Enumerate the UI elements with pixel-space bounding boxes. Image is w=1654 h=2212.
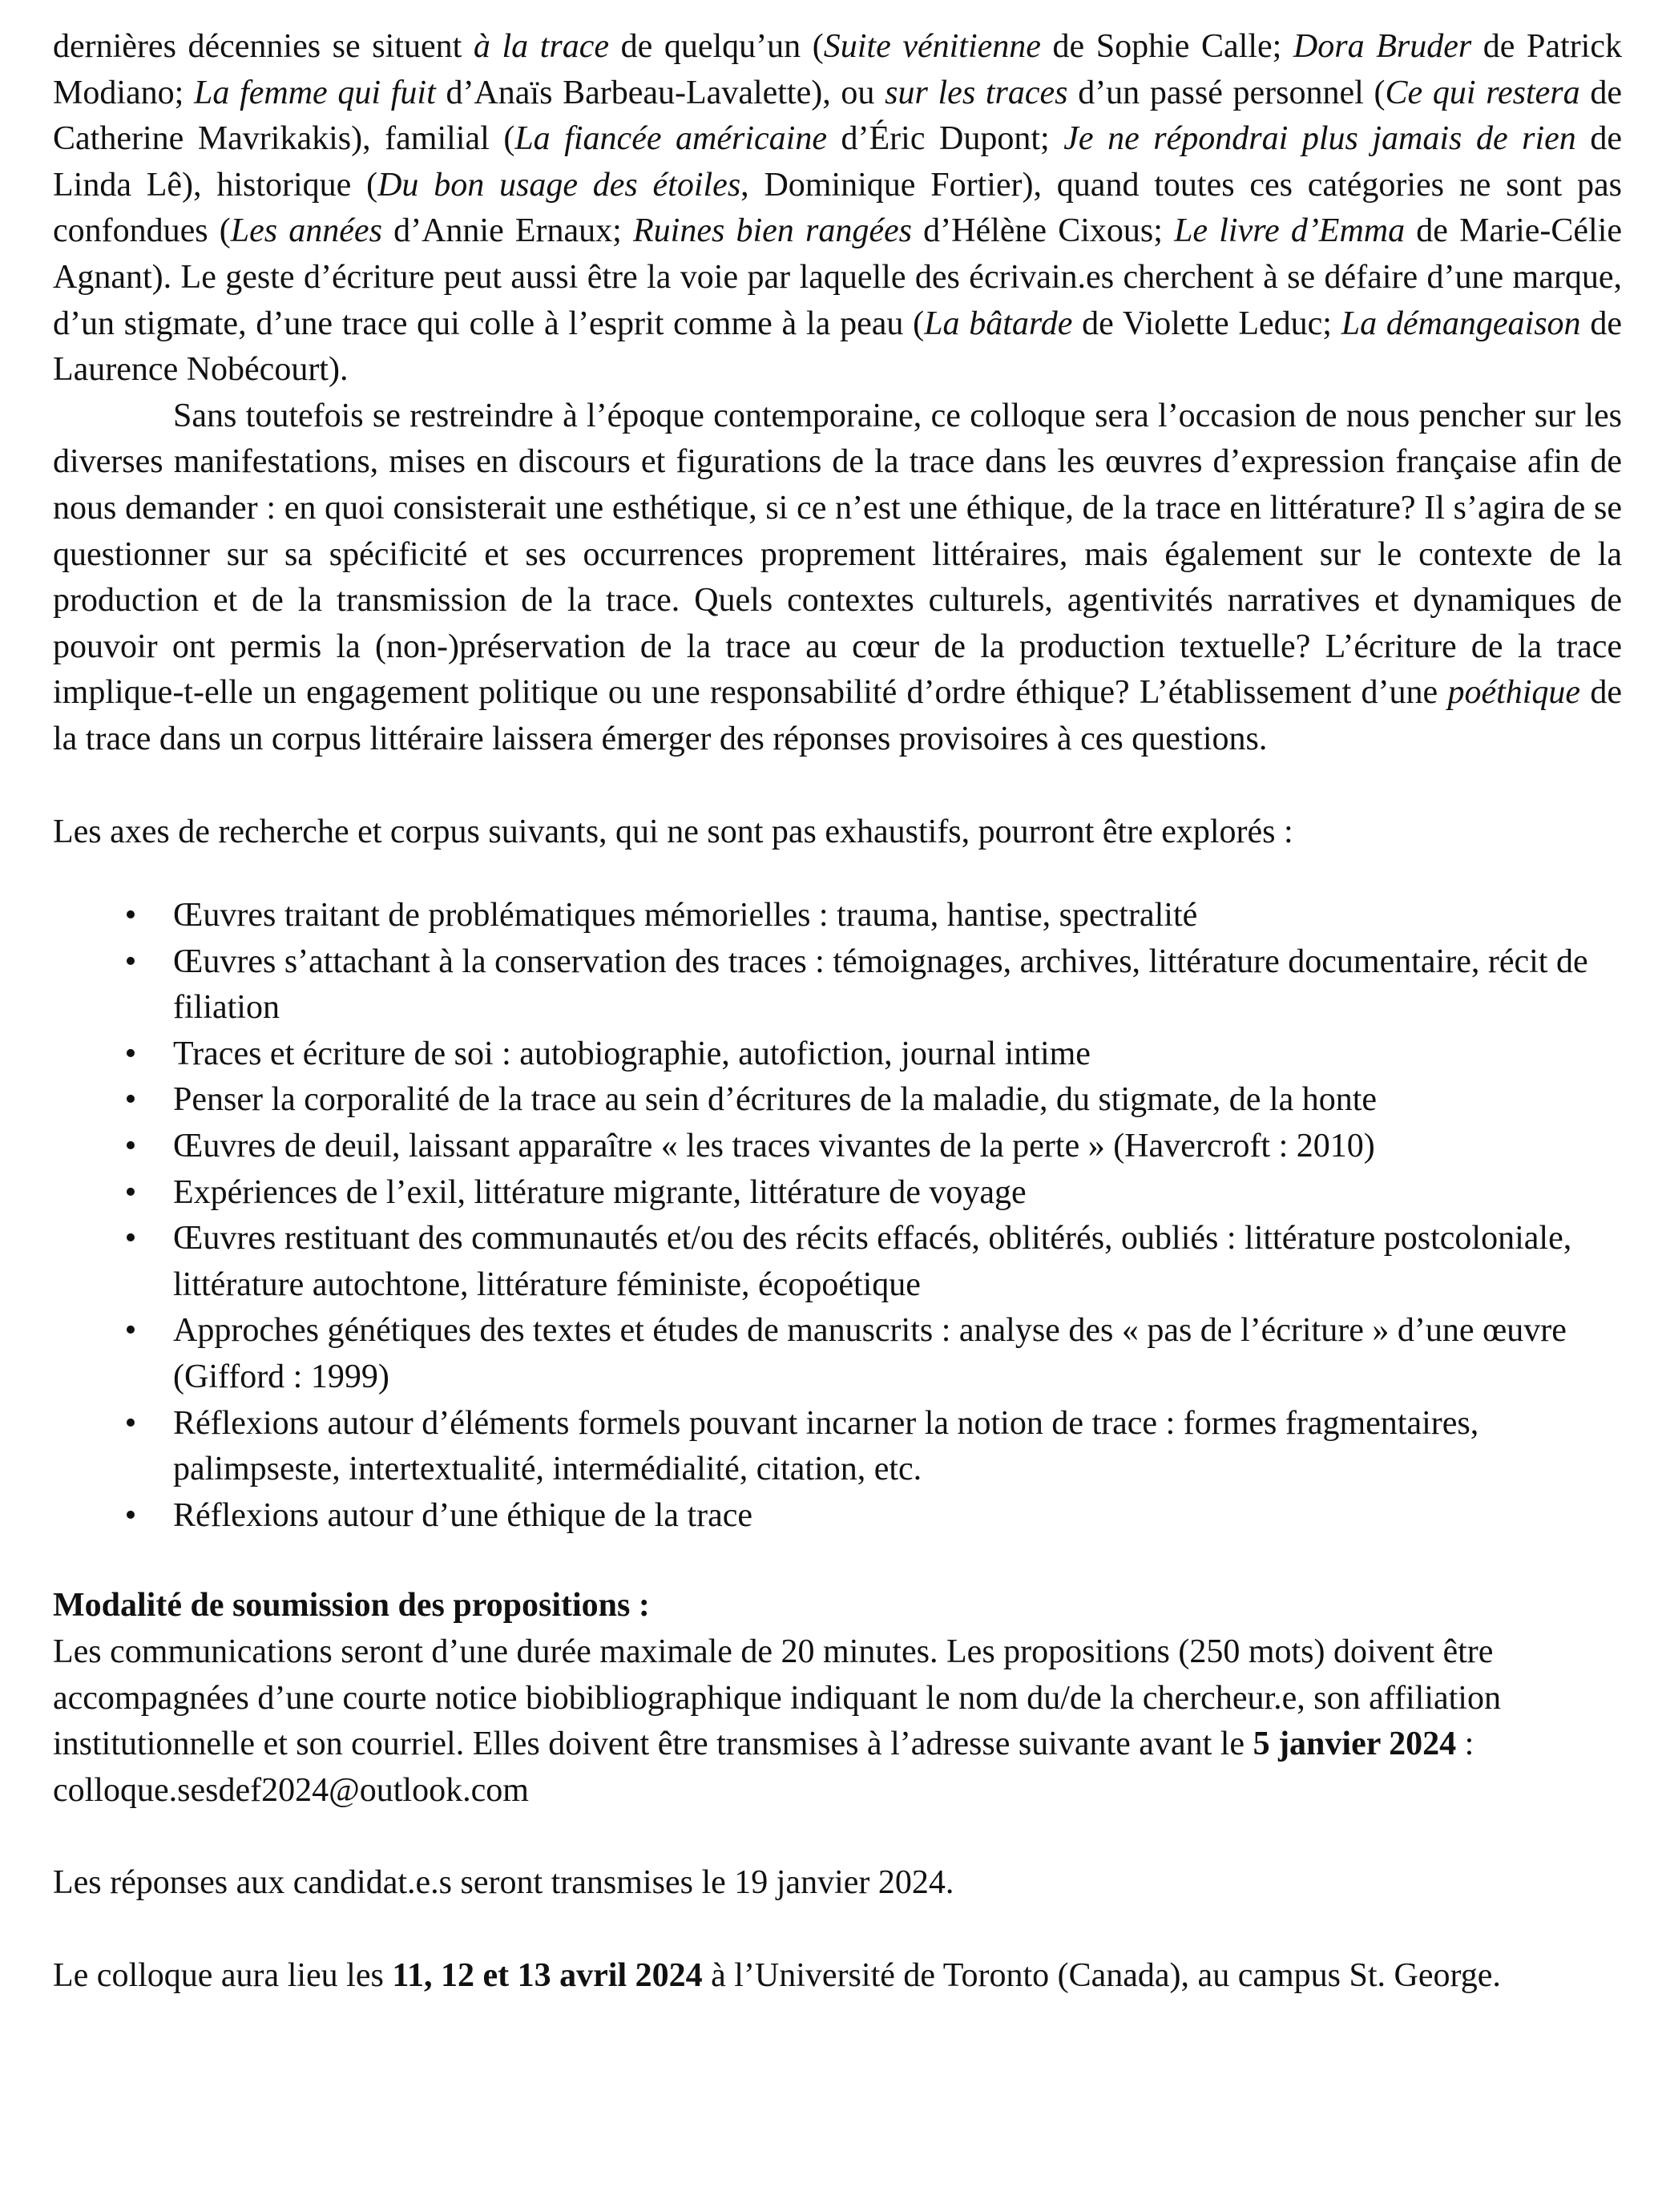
list-item bbox=[53, 1170, 1622, 1217]
text-run: à l’Université de Toronto (Canada), au campus St. George. bbox=[702, 1956, 1501, 1994]
bullet-icon: • bbox=[124, 1404, 137, 1442]
bullet-icon: • bbox=[124, 897, 137, 934]
research-axes-list bbox=[53, 893, 1622, 1539]
text-run: de Sophie Calle; bbox=[1040, 28, 1293, 65]
text-run: Sans toutefois se restreindre à l’époque contemporaine, ce colloque sera l’occasion de nous pencher sur les diverses manifestations, mises en discours et figurations de la trace dans les œuvres d’expression française afin de nous demander : en quoi consisterait une esthétique, si ce n’est une éthique, de la trace en littérature? Il s’agira de se questionner sur sa spécificité et ses occurrences proprement littéraires, mais également sur le contexte de la production et de la transmission de la trace. Quels contextes culturels, agentivités narratives et dynamiques de pouvoir ont permis la (non-)préservation de la trace au cœur de la production textuelle? L’écriture de la trace implique-t-elle un engagement politique ou une responsabilité d’ordre éthique? L’établissement d’une bbox=[53, 397, 1622, 712]
paragraph-corpus bbox=[53, 24, 1622, 394]
italic-title: Dora Bruder bbox=[1293, 28, 1472, 65]
text-run: d’Hélène Cixous; bbox=[911, 212, 1175, 250]
text-run: d’Annie Ernaux; bbox=[381, 212, 634, 250]
bullet-icon: • bbox=[124, 1496, 137, 1534]
submission-text bbox=[53, 1629, 1622, 1814]
italic-title: Je ne répondrai plus jamais de rien bbox=[1063, 120, 1576, 158]
text-run: d’Anaïs Barbeau-Lavalette), ou bbox=[435, 74, 885, 111]
text-run: d’un passé personnel ( bbox=[1067, 74, 1386, 111]
text-run: de Laurence Nobécourt). bbox=[53, 305, 1622, 389]
bullet-icon: • bbox=[124, 1173, 137, 1211]
bullet-icon: • bbox=[124, 943, 137, 980]
list-item bbox=[53, 939, 1622, 1031]
list-item bbox=[53, 1216, 1622, 1308]
text-run: de Linda Lê), historique ( bbox=[53, 120, 1623, 204]
italic-title: Du bon usage des étoiles bbox=[377, 166, 741, 204]
italic-title: La fiancée américaine bbox=[514, 120, 827, 158]
list-item bbox=[53, 1124, 1622, 1170]
text-run: dernières décennies se situent bbox=[53, 28, 474, 65]
text-run: , Dominique Fortier), quand toutes ces catégories ne sont pas confondues ( bbox=[53, 166, 1622, 250]
axes-intro: Les axes de recherche et corpus suivants, qui ne sont pas exhaustifs, pourront être explorés : bbox=[53, 813, 1293, 850]
italic-title: La bâtarde bbox=[924, 305, 1073, 342]
list-item bbox=[53, 893, 1622, 939]
axis-text: Expériences de l’exil, littérature migrante, littérature de voyage bbox=[173, 1173, 1027, 1211]
axis-text: Approches génétiques des textes et études de manuscrits : analyse des « pas de l’écriture » d’une œuvre (Gifford : 1999) bbox=[173, 1312, 1567, 1396]
submission-heading: Modalité de soumission des propositions : bbox=[53, 1587, 650, 1625]
text-run: de Catherine Mavrikakis), familial ( bbox=[53, 74, 1622, 158]
text-run: Les communications seront d’une durée maximale de 20 minutes. Les propositions (250 mots) doivent être accompagnées d’une courte notice biobibliographique indiquant le nom du/de la chercheur.e, son affiliation institutionnelle et son courriel. Elles doivent être transmises à l’adresse suivante avant le bbox=[53, 1633, 1501, 1763]
bullet-icon: • bbox=[124, 1220, 137, 1257]
axis-text: Œuvres restituant des communautés et/ou des récits effacés, oblitérés, oubliés : littérature postcoloniale, littérature autochtone, littérature féministe, écopoétique bbox=[173, 1220, 1572, 1303]
italic-title: sur les traces bbox=[885, 74, 1068, 111]
bullet-icon: • bbox=[124, 1128, 137, 1165]
italic-title: Le livre d’Emma bbox=[1174, 212, 1406, 250]
colloque-dates-text bbox=[53, 1953, 1622, 2000]
bullet-icon: • bbox=[124, 1081, 137, 1119]
axis-text: Œuvres traitant de problématiques mémorielles : trauma, hantise, spectralité bbox=[173, 897, 1198, 934]
italic-title: Les années bbox=[230, 212, 382, 250]
bold-text: 11, 12 et 13 avril 2024 bbox=[392, 1956, 703, 1994]
italic-title: poéthique bbox=[1447, 674, 1581, 712]
italic-title: La femme qui fuit bbox=[194, 74, 436, 111]
text-run: de quelqu’un ( bbox=[609, 28, 824, 65]
list-item bbox=[53, 1493, 1622, 1540]
bold-text: 5 janvier 2024 bbox=[1253, 1726, 1457, 1763]
italic-title: Suite vénitienne bbox=[823, 28, 1041, 65]
responses-text: Les réponses aux candidat.e.s seront transmises le 19 janvier 2024. bbox=[53, 1864, 954, 1902]
italic-title: La démangeaison bbox=[1341, 305, 1581, 342]
list-item bbox=[53, 1031, 1622, 1078]
list-item bbox=[53, 1401, 1622, 1493]
italic-title: Ce qui restera bbox=[1385, 74, 1580, 111]
text-run: d’Éric Dupont; bbox=[826, 120, 1064, 158]
bullet-icon: • bbox=[124, 1312, 137, 1350]
text-run: de Patrick Modiano; bbox=[53, 28, 1622, 111]
text-run: de Violette Leduc; bbox=[1072, 305, 1341, 342]
list-item bbox=[53, 1308, 1622, 1400]
italic-title: Ruines bien rangées bbox=[633, 212, 912, 250]
paragraph-colloque-objectives bbox=[53, 394, 1622, 763]
text-run: : colloque.sesdef2024@outlook.com bbox=[53, 1726, 1474, 1809]
list-item bbox=[53, 1077, 1622, 1124]
axis-text: Penser la corporalité de la trace au sein d’écritures de la maladie, du stigmate, de la honte bbox=[173, 1081, 1378, 1119]
bullet-icon: • bbox=[124, 1035, 137, 1072]
text-run: de Marie-Célie Agnant). Le geste d’écriture peut aussi être la voie par laquelle des écrivain.es cherchent à se défaire d’une marque, d’un stigmate, d’une trace qui colle à l’esprit comme à la peau ( bbox=[53, 212, 1623, 342]
text-run: Le colloque aura lieu les bbox=[53, 1956, 393, 1994]
axis-text: Œuvres s’attachant à la conservation des traces : témoignages, archives, littérature documentaire, récit de filiation bbox=[173, 943, 1588, 1027]
axis-text: Réflexions autour d’éléments formels pouvant incarner la notion de trace : formes fragmentaires, palimpseste, intertextualité, intermédialité, citation, etc. bbox=[173, 1404, 1479, 1488]
text-run: de la trace dans un corpus littéraire laissera émerger des réponses provisoires à ces questions. bbox=[53, 674, 1622, 757]
italic-title: à la trace bbox=[473, 28, 610, 65]
axis-text: Traces et écriture de soi : autobiographie, autofiction, journal intime bbox=[173, 1035, 1091, 1072]
axis-text: Réflexions autour d’une éthique de la trace bbox=[173, 1496, 753, 1534]
axis-text: Œuvres de deuil, laissant apparaître « les traces vivantes de la perte » (Havercroft : 2010) bbox=[173, 1128, 1375, 1165]
